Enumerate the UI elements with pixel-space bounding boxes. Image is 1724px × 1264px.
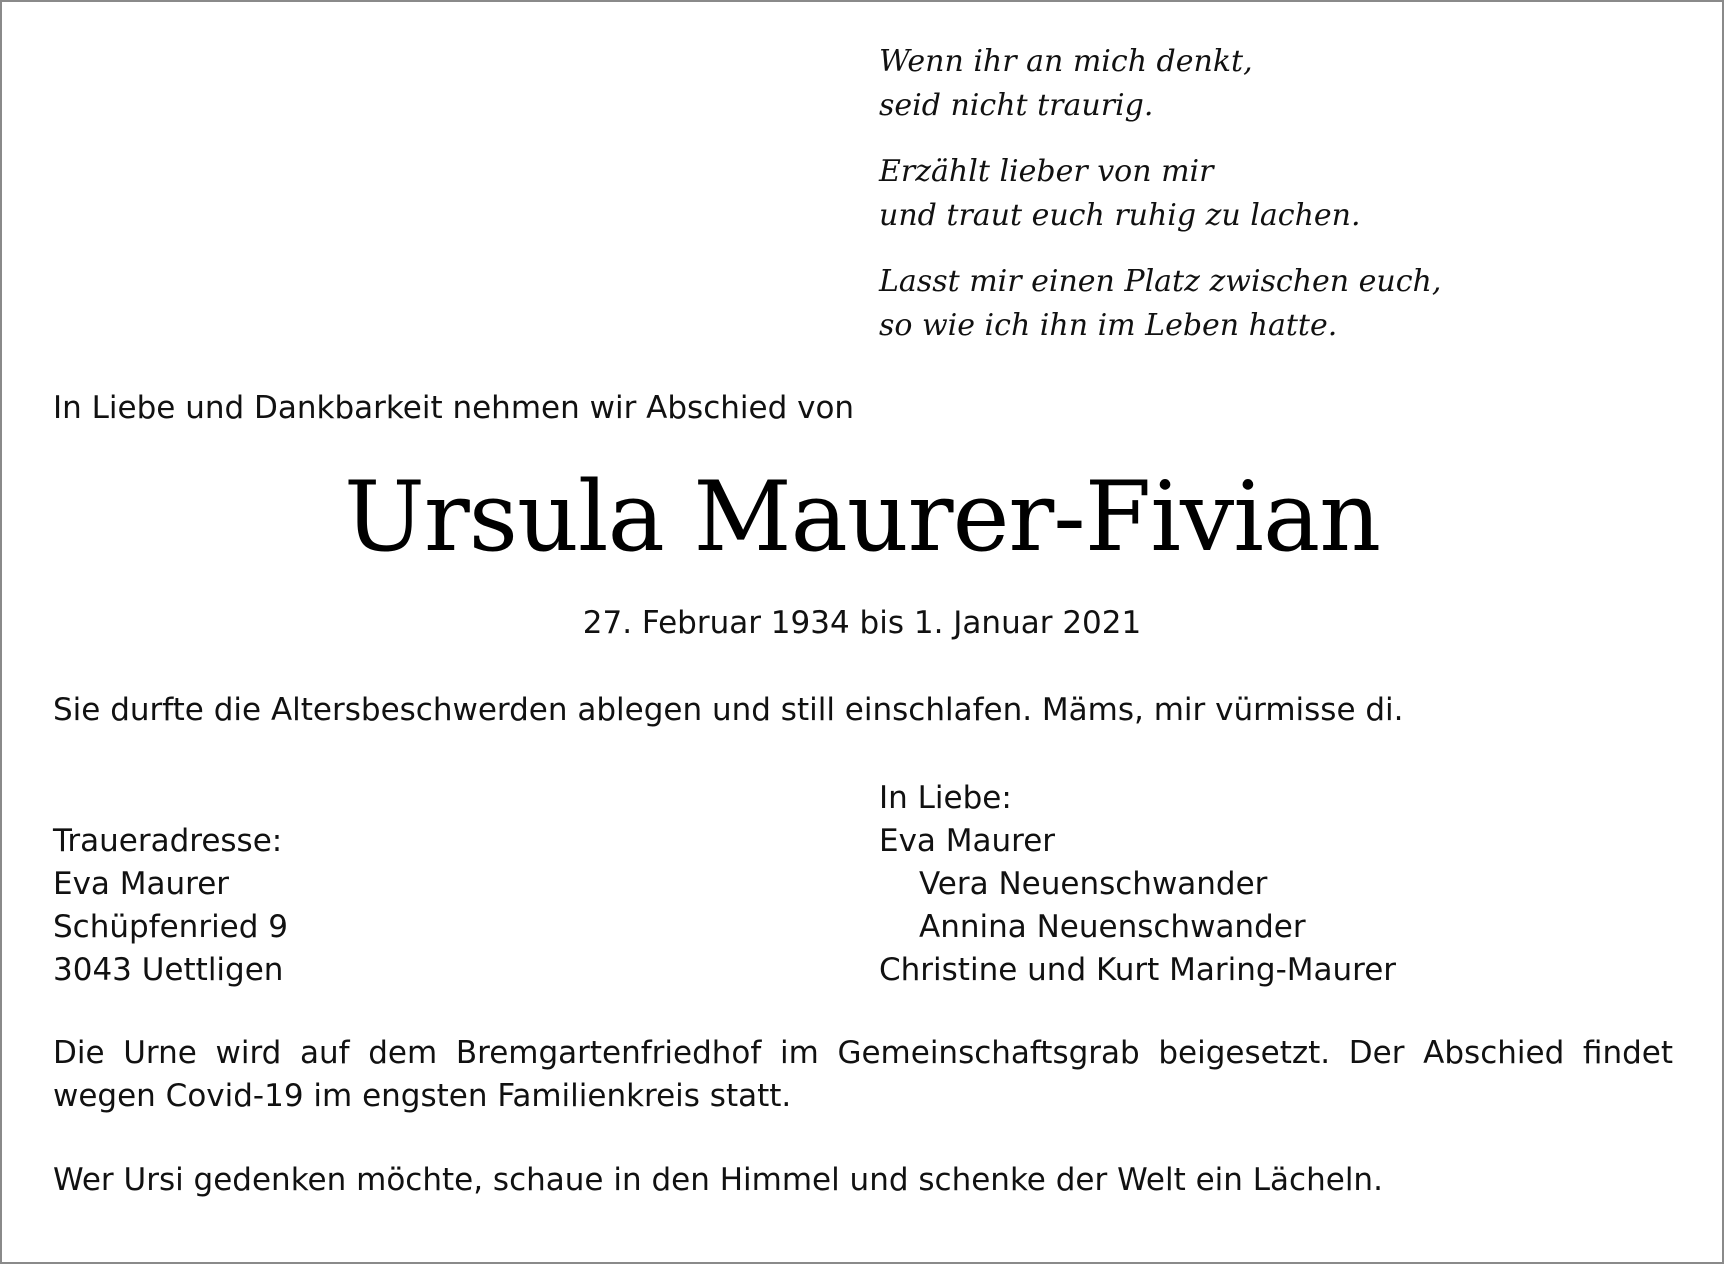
urn-burial-text: Die Urne wird auf dem Bremgartenfriedhof im Gemeinschaftsgrab beigesetzt. Der Abschied findet wegen Covid-19 im engsten Familienkreis statt.: [53, 1035, 1673, 1114]
closing-text: Wer Ursi gedenken möchte, schaue in den Himmel und schenke der Welt ein Lächeln.: [53, 1162, 1383, 1198]
poem-line: Wenn ihr an mich denkt,: [879, 44, 1253, 79]
life-dates: 27. Februar 1934 bis 1. Januar 2021: [582, 605, 1142, 641]
address-line: Eva Maurer: [53, 866, 230, 902]
poem-stanza: [879, 260, 1639, 348]
address-label: Traueradresse:: [53, 823, 283, 859]
signers: [879, 777, 1396, 992]
signer-name: Eva Maurer: [879, 823, 1056, 859]
signer-name: Annina Neuenschwander: [919, 909, 1306, 945]
address-line: 3043 Uettligen: [53, 952, 284, 988]
address-line: Schüpfenried 9: [53, 909, 289, 945]
mourning-address: [53, 820, 288, 992]
signer-name: Christine und Kurt Maring-Maurer: [879, 952, 1397, 988]
poem-line: Lasst mir einen Platz zwischen euch,: [879, 264, 1442, 299]
poem-line: Erzählt lieber von mir: [879, 154, 1214, 189]
poem-line: so wie ich ihn im Leben hatte.: [879, 308, 1338, 343]
statement-text: Sie durfte die Altersbeschwerden ablegen und still einschlafen. Mäms, mir vürmisse di.: [53, 692, 1404, 728]
poem-line: seid nicht traurig.: [879, 88, 1154, 123]
poem: [879, 40, 1639, 370]
poem-line: und traut euch ruhig zu lachen.: [879, 198, 1361, 233]
deceased-name: Ursula Maurer-Fivian: [343, 461, 1381, 573]
poem-stanza: [879, 150, 1639, 238]
poem-stanza: [879, 40, 1639, 128]
intro-text: In Liebe und Dankbarkeit nehmen wir Abschied von: [53, 390, 855, 426]
signers-label: In Liebe:: [879, 780, 1012, 816]
signer-name: Vera Neuenschwander: [919, 866, 1268, 902]
